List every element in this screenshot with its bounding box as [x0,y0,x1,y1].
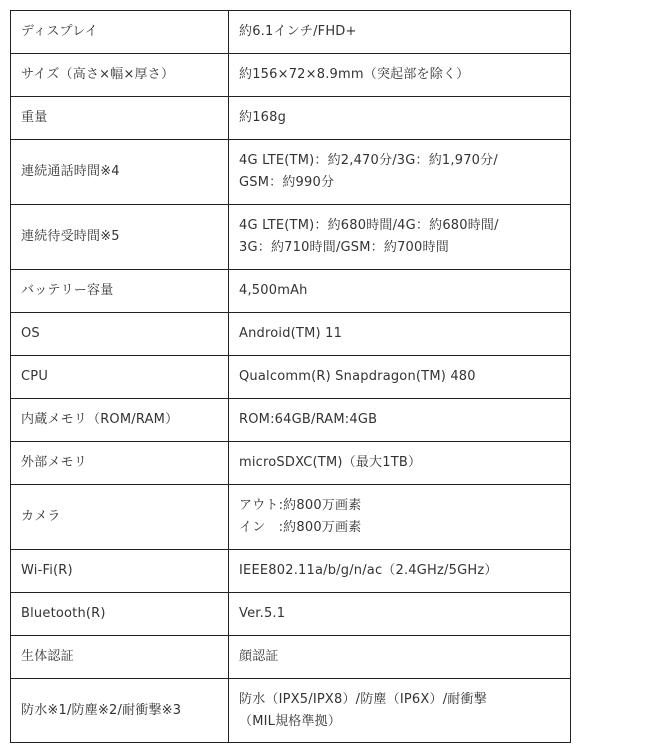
spec-row-size [11,54,571,97]
spec-table-body [11,11,571,743]
spec-row-external-memory [11,442,571,485]
spec-row-wifi [11,550,571,593]
spec-value-line: 防水（IPX5/IPX8）/防塵（IP6X）/耐衝撃 [239,691,487,707]
spec-row-biometric [11,636,571,679]
spec-row-weight [11,97,571,140]
spec-row-display [11,11,571,54]
spec-value-line: 約168g [239,110,287,125]
spec-value-line: Android(TM) 11 [239,326,343,341]
spec-value [229,550,571,593]
spec-label: 防水※1/防塵※2/耐衝撃※3 [11,679,229,743]
spec-row-bluetooth [11,593,571,636]
spec-label: 重量 [11,97,229,140]
spec-label: 生体認証 [11,636,229,679]
spec-label: 連続待受時間※5 [11,205,229,270]
spec-value [229,205,571,270]
spec-label: Bluetooth(R) [11,593,229,636]
spec-value-line: 4,500mAh [239,283,308,298]
spec-value-line: 約6.1インチ/FHD+ [239,24,357,39]
spec-label: ディスプレイ [11,11,229,54]
spec-value-line: （MIL規格準拠） [239,713,342,729]
spec-value [229,593,571,636]
spec-row-cpu [11,356,571,399]
spec-label: 内蔵メモリ（ROM/RAM） [11,399,229,442]
spec-label: カメラ [11,485,229,550]
spec-value [229,636,571,679]
spec-value [229,140,571,205]
spec-row-battery [11,270,571,313]
spec-row-talk-time [11,140,571,205]
spec-label: OS [11,313,229,356]
spec-value-line: microSDXC(TM)（最大1TB） [239,455,422,470]
spec-value [229,679,571,743]
spec-value-line: 顔認証 [239,649,279,664]
spec-label: サイズ（高さ×幅×厚さ） [11,54,229,97]
spec-value [229,270,571,313]
spec-row-os [11,313,571,356]
spec-table [10,10,571,743]
spec-value-line: 4G LTE(TM)：約2,470分/3G：約1,970分/ [239,153,498,168]
spec-value [229,356,571,399]
spec-value-line: IEEE802.11a/b/g/n/ac（2.4GHz/5GHz） [239,563,498,578]
spec-value [229,485,571,550]
spec-value [229,313,571,356]
spec-row-internal-memory [11,399,571,442]
spec-value-line: アウト:約800万画素 [239,498,362,513]
spec-value-line: ROM:64GB/RAM:4GB [239,412,378,427]
spec-value [229,54,571,97]
spec-label: 連続通話時間※4 [11,140,229,205]
spec-label: CPU [11,356,229,399]
spec-value-line: Qualcomm(R) Snapdragon(TM) 480 [239,369,476,384]
spec-value-line: Ver.5.1 [239,606,286,621]
spec-label: 外部メモリ [11,442,229,485]
spec-row-standby-time [11,205,571,270]
spec-value-line: GSM：約990分 [239,175,335,190]
spec-value [229,442,571,485]
spec-row-water-dust-shock [11,679,571,743]
spec-value [229,11,571,54]
spec-value [229,399,571,442]
spec-value-line: 約156×72×8.9mm（突起部を除く） [239,67,470,82]
spec-row-camera [11,485,571,550]
spec-label: バッテリー容量 [11,270,229,313]
spec-value [229,97,571,140]
spec-value-line: 4G LTE(TM)：約680時間/4G：約680時間/ [239,218,499,233]
spec-label: Wi-Fi(R) [11,550,229,593]
spec-value-line: イン :約800万画素 [239,520,362,535]
spec-value-line: 3G：約710時間/GSM：約700時間 [239,240,449,255]
